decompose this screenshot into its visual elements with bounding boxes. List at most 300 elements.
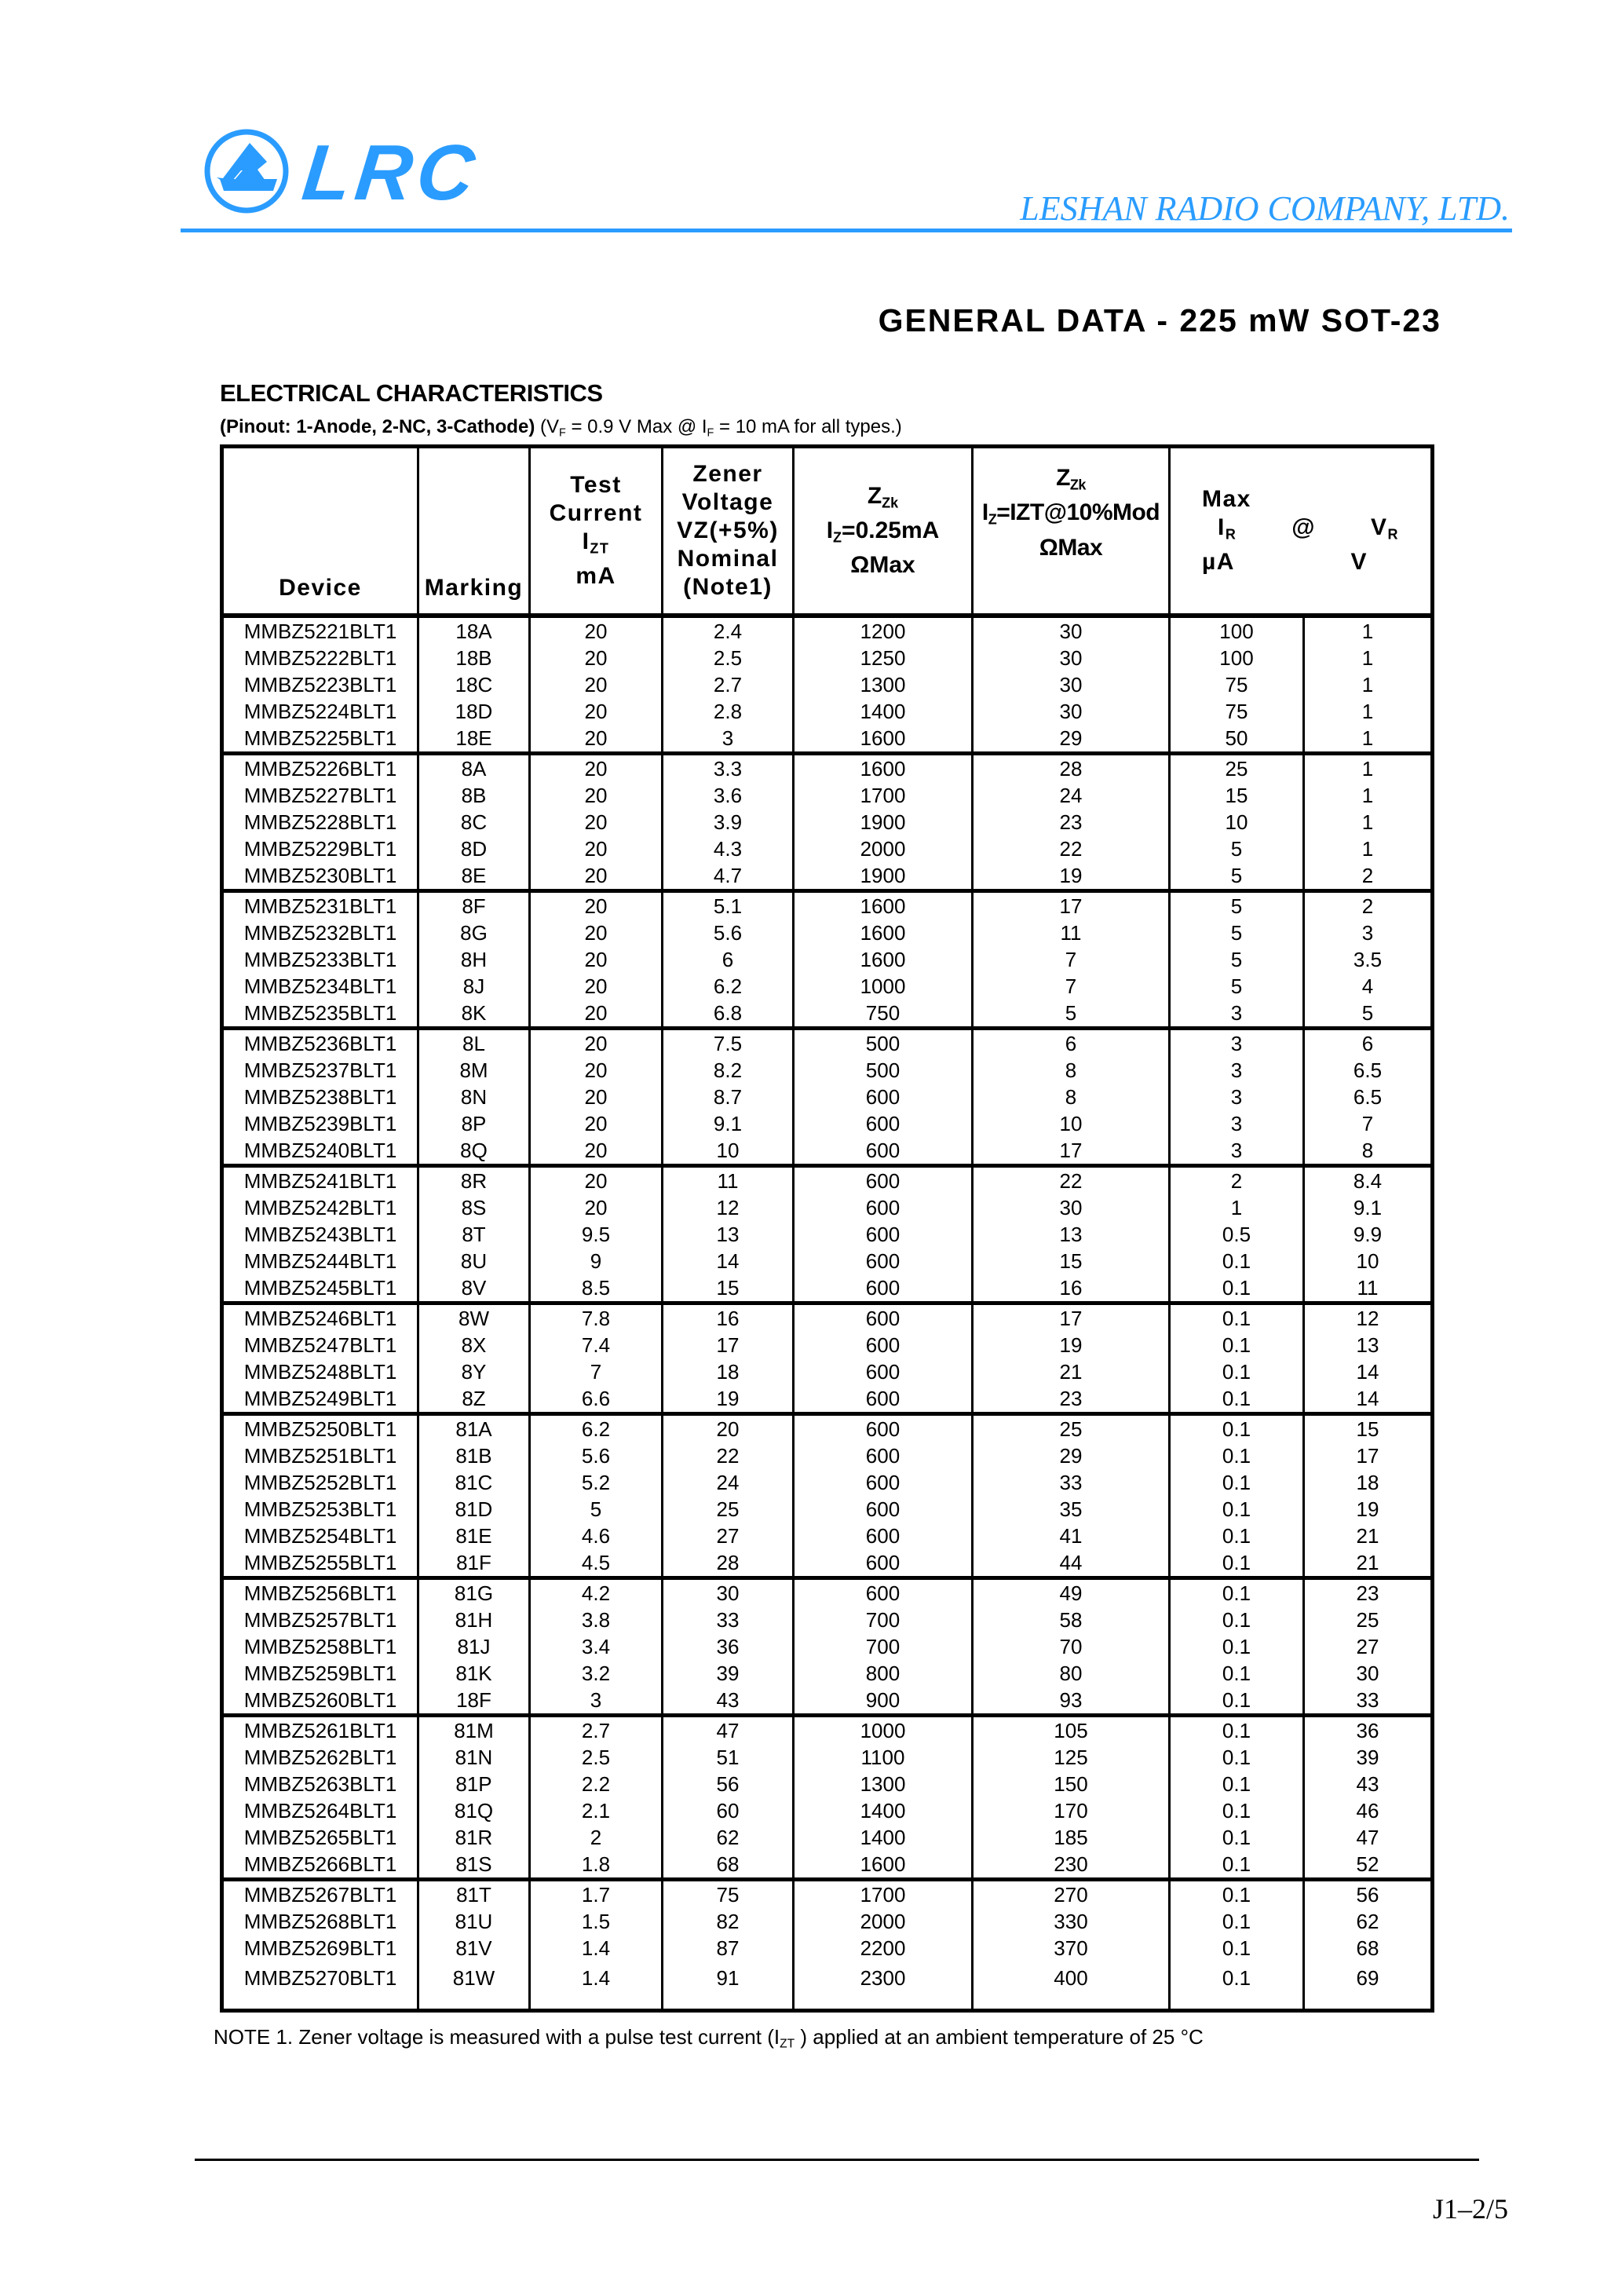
cell-zener-voltage: 3.9: [663, 809, 794, 835]
header-line: ΩMax: [850, 552, 915, 579]
cell-ir-max: 0.1: [1170, 1442, 1304, 1469]
cell-ir-max: 0.1: [1170, 1660, 1304, 1687]
cell-device: MMBZ5236BLT1: [222, 1029, 418, 1058]
cell-zener-voltage: 87: [663, 1935, 794, 1961]
cell-device: MMBZ5250BLT1: [222, 1414, 418, 1443]
cell-marking: 8W: [418, 1303, 530, 1333]
table-row: [222, 1385, 1433, 1414]
cell-ir-max: 0.1: [1170, 1880, 1304, 1909]
cell-ir-max: 0.1: [1170, 1496, 1304, 1523]
cell-device: MMBZ5238BLT1: [222, 1084, 418, 1110]
cell-zzk: 17: [973, 1137, 1170, 1166]
cell-test-current: 20: [530, 1029, 663, 1058]
table-row: [222, 1744, 1433, 1771]
cell-zzt: 1400: [794, 698, 973, 725]
cell-zener-voltage: 27: [663, 1523, 794, 1549]
cell-zener-voltage: 18: [663, 1358, 794, 1385]
cell-marking: 8P: [418, 1110, 530, 1137]
cell-device: MMBZ5255BLT1: [222, 1549, 418, 1578]
cell-device: MMBZ5259BLT1: [222, 1660, 418, 1687]
table-row: [222, 1194, 1433, 1221]
cell-zener-voltage: 68: [663, 1851, 794, 1880]
table-row: [222, 1633, 1433, 1660]
lrc-logo: [203, 126, 485, 216]
cell-zzk: 70: [973, 1633, 1170, 1660]
cell-vr: 9.9: [1304, 1221, 1433, 1248]
cell-marking: 8B: [418, 782, 530, 809]
cell-ir-max: 2: [1170, 1166, 1304, 1195]
cell-vr: 27: [1304, 1633, 1433, 1660]
cell-ir-max: 100: [1170, 645, 1304, 671]
header-line: $I_Z=0.25mA$: [826, 517, 940, 546]
cell-ir-max: 3: [1170, 1057, 1304, 1084]
cell-marking: 8L: [418, 1029, 530, 1058]
cell-vr: 39: [1304, 1744, 1433, 1771]
cell-device: MMBZ5257BLT1: [222, 1607, 418, 1633]
header-line: µA V: [1202, 549, 1368, 576]
cell-zzk: 330: [973, 1908, 1170, 1935]
table-row: [222, 754, 1433, 783]
table-row: [222, 1303, 1433, 1333]
cell-ir-max: 0.1: [1170, 1633, 1304, 1660]
cell-zener-voltage: 7.5: [663, 1029, 794, 1058]
cell-zener-voltage: 2.5: [663, 645, 794, 671]
cell-zzt: 600: [794, 1496, 973, 1523]
cell-vr: 30: [1304, 1660, 1433, 1687]
cell-test-current: 9.5: [530, 1221, 663, 1248]
header-line: (Note1): [683, 574, 773, 600]
cell-ir-max: 0.5: [1170, 1221, 1304, 1248]
cell-zener-voltage: 6: [663, 946, 794, 973]
table-row: [222, 1549, 1433, 1578]
cell-zzk: 28: [973, 754, 1170, 783]
cell-test-current: 5: [530, 1496, 663, 1523]
cell-marking: 81T: [418, 1880, 530, 1909]
cell-test-current: 20: [530, 919, 663, 946]
cell-zzk: 23: [973, 1385, 1170, 1414]
cell-zzt: 600: [794, 1442, 973, 1469]
cell-device: MMBZ5244BLT1: [222, 1248, 418, 1274]
cell-zzt: 1900: [794, 862, 973, 891]
cell-device: MMBZ5261BLT1: [222, 1716, 418, 1745]
header-device: Device: [222, 447, 418, 616]
cell-marking: 8N: [418, 1084, 530, 1110]
cell-device: MMBZ5265BLT1: [222, 1824, 418, 1851]
table-row: [222, 1687, 1433, 1716]
table-row: [222, 1274, 1433, 1303]
table-row: [222, 671, 1433, 698]
cell-marking: 8A: [418, 754, 530, 783]
cell-vr: 9.1: [1304, 1194, 1433, 1221]
cell-zener-voltage: 30: [663, 1578, 794, 1607]
cell-marking: 18B: [418, 645, 530, 671]
cell-zener-voltage: 19: [663, 1385, 794, 1414]
cell-device: MMBZ5222BLT1: [222, 645, 418, 671]
cell-ir-max: 5: [1170, 919, 1304, 946]
cell-zzt: 700: [794, 1607, 973, 1633]
cell-marking: 8V: [418, 1274, 530, 1303]
cell-marking: 81A: [418, 1414, 530, 1443]
cell-vr: 1: [1304, 809, 1433, 835]
cell-zener-voltage: 47: [663, 1716, 794, 1745]
cell-test-current: 20: [530, 946, 663, 973]
cell-marking: 18C: [418, 671, 530, 698]
header-line: mA: [575, 563, 616, 590]
cell-test-current: 20: [530, 616, 663, 645]
pinout-sub: F: [707, 426, 714, 440]
table-row: [222, 1607, 1433, 1633]
cell-zzt: 600: [794, 1084, 973, 1110]
cell-marking: 18A: [418, 616, 530, 645]
cell-zzt: 500: [794, 1057, 973, 1084]
cell-vr: 1: [1304, 671, 1433, 698]
cell-zener-voltage: 91: [663, 1961, 794, 2011]
table-row: [222, 1057, 1433, 1084]
cell-test-current: 20: [530, 782, 663, 809]
cell-marking: 8D: [418, 835, 530, 862]
cell-ir-max: 50: [1170, 725, 1304, 754]
cell-ir-max: 0.1: [1170, 1549, 1304, 1578]
cell-vr: 1: [1304, 835, 1433, 862]
cell-marking: 81R: [418, 1824, 530, 1851]
cell-zzk: 370: [973, 1935, 1170, 1961]
header-line: Voltage: [681, 489, 774, 515]
table-row: [222, 1578, 1433, 1607]
table-row: [222, 1442, 1433, 1469]
cell-device: MMBZ5234BLT1: [222, 973, 418, 1000]
cell-ir-max: 3: [1170, 1029, 1304, 1058]
cell-device: MMBZ5248BLT1: [222, 1358, 418, 1385]
cell-zzt: 600: [794, 1248, 973, 1274]
cell-zzt: 600: [794, 1137, 973, 1166]
cell-vr: 7: [1304, 1110, 1433, 1137]
cell-test-current: 2.7: [530, 1716, 663, 1745]
cell-marking: 8K: [418, 1000, 530, 1029]
cell-ir-max: 3: [1170, 1137, 1304, 1166]
cell-zzt: 900: [794, 1687, 973, 1716]
cell-vr: 10: [1304, 1248, 1433, 1274]
cell-test-current: 9: [530, 1248, 663, 1274]
cell-test-current: 20: [530, 1194, 663, 1221]
cell-zzk: 185: [973, 1824, 1170, 1851]
cell-marking: 8Q: [418, 1137, 530, 1166]
cell-device: MMBZ5224BLT1: [222, 698, 418, 725]
cell-test-current: 7.8: [530, 1303, 663, 1333]
cell-marking: 8S: [418, 1194, 530, 1221]
cell-vr: 17: [1304, 1442, 1433, 1469]
table-row: [222, 1523, 1433, 1549]
cell-vr: 2: [1304, 862, 1433, 891]
cell-zener-voltage: 43: [663, 1687, 794, 1716]
cell-test-current: 1.8: [530, 1851, 663, 1880]
cell-test-current: 20: [530, 1057, 663, 1084]
cell-device: MMBZ5262BLT1: [222, 1744, 418, 1771]
header-line: Nominal: [677, 546, 779, 572]
cell-zzt: 600: [794, 1549, 973, 1578]
cell-zzt: 2000: [794, 1908, 973, 1935]
cell-zzk: 270: [973, 1880, 1170, 1909]
cell-zzt: 600: [794, 1332, 973, 1358]
cell-device: MMBZ5233BLT1: [222, 946, 418, 973]
cell-zzk: 10: [973, 1110, 1170, 1137]
cell-device: MMBZ5268BLT1: [222, 1908, 418, 1935]
cell-marking: 8C: [418, 809, 530, 835]
cell-ir-max: 0.1: [1170, 1908, 1304, 1935]
cell-zzt: 1300: [794, 1771, 973, 1797]
cell-zzk: 13: [973, 1221, 1170, 1248]
cell-ir-max: 3: [1170, 1110, 1304, 1137]
cell-test-current: 20: [530, 973, 663, 1000]
cell-vr: 6.5: [1304, 1057, 1433, 1084]
cell-test-current: 1.4: [530, 1961, 663, 2011]
cell-ir-max: 0.1: [1170, 1274, 1304, 1303]
cell-zzt: 600: [794, 1358, 973, 1385]
footnote-text: NOTE 1. Zener voltage is measured with a pulse test current (I: [214, 2025, 780, 2049]
cell-vr: 25: [1304, 1607, 1433, 1633]
cell-ir-max: 0.1: [1170, 1385, 1304, 1414]
cell-vr: 46: [1304, 1797, 1433, 1824]
table-row: [222, 1797, 1433, 1824]
table-header-row: [222, 447, 1433, 616]
cell-zener-voltage: 3.3: [663, 754, 794, 783]
cell-device: MMBZ5260BLT1: [222, 1687, 418, 1716]
cell-zener-voltage: 62: [663, 1824, 794, 1851]
cell-zzt: 600: [794, 1166, 973, 1195]
cell-test-current: 5.6: [530, 1442, 663, 1469]
header-line: VZ(+5%): [677, 517, 779, 543]
cell-ir-max: 25: [1170, 754, 1304, 783]
cell-test-current: 1.5: [530, 1908, 663, 1935]
cell-ir-max: 100: [1170, 616, 1304, 645]
cell-marking: 8Y: [418, 1358, 530, 1385]
cell-zzt: 600: [794, 1303, 973, 1333]
cell-marking: 18F: [418, 1687, 530, 1716]
cell-vr: 15: [1304, 1414, 1433, 1443]
cell-zzt: 1200: [794, 616, 973, 645]
cell-ir-max: 0.1: [1170, 1358, 1304, 1385]
header-zzt: [794, 447, 973, 616]
cell-ir-max: 75: [1170, 671, 1304, 698]
cell-zzk: 11: [973, 919, 1170, 946]
header-zzk: [973, 447, 1170, 616]
cell-test-current: 20: [530, 891, 663, 920]
table-row: [222, 1137, 1433, 1166]
cell-test-current: 20: [530, 1110, 663, 1137]
cell-zzk: 8: [973, 1057, 1170, 1084]
cell-zener-voltage: 5.6: [663, 919, 794, 946]
table-row: [222, 1166, 1433, 1195]
cell-test-current: 20: [530, 671, 663, 698]
cell-zzt: 1900: [794, 809, 973, 835]
cell-zzk: 33: [973, 1469, 1170, 1496]
cell-marking: 81W: [418, 1961, 530, 2011]
cell-test-current: 20: [530, 1084, 663, 1110]
header-line: $Z_{Zk}$: [1056, 465, 1086, 493]
table-row: [222, 1496, 1433, 1523]
cell-zzt: 1000: [794, 1716, 973, 1745]
cell-test-current: 6.2: [530, 1414, 663, 1443]
cell-device: MMBZ5239BLT1: [222, 1110, 418, 1137]
header-line: Zener: [692, 461, 763, 487]
pinout-note: [220, 416, 902, 439]
table-row: [222, 1716, 1433, 1745]
cell-zener-voltage: 28: [663, 1549, 794, 1578]
cell-test-current: 1.7: [530, 1880, 663, 1909]
cell-marking: 81E: [418, 1523, 530, 1549]
cell-zzk: 30: [973, 671, 1170, 698]
cell-vr: 56: [1304, 1880, 1433, 1909]
cell-zener-voltage: 36: [663, 1633, 794, 1660]
cell-vr: 21: [1304, 1549, 1433, 1578]
page-title: GENERAL DATA - 225 mW SOT-23: [878, 302, 1441, 338]
cell-marking: 8X: [418, 1332, 530, 1358]
cell-device: MMBZ5230BLT1: [222, 862, 418, 891]
cell-test-current: 20: [530, 1000, 663, 1029]
cell-vr: 36: [1304, 1716, 1433, 1745]
table-row: [222, 835, 1433, 862]
header-line: $I_R$ @ $V_R$: [1218, 514, 1399, 543]
cell-zzk: 44: [973, 1549, 1170, 1578]
cell-zener-voltage: 39: [663, 1660, 794, 1687]
cell-ir-max: 5: [1170, 891, 1304, 920]
cell-zzk: 25: [973, 1414, 1170, 1443]
cell-device: MMBZ5231BLT1: [222, 891, 418, 920]
cell-device: MMBZ5228BLT1: [222, 809, 418, 835]
table-row: [222, 1414, 1433, 1443]
cell-device: MMBZ5226BLT1: [222, 754, 418, 783]
cell-marking: 81N: [418, 1744, 530, 1771]
cell-test-current: 20: [530, 754, 663, 783]
cell-test-current: 4.5: [530, 1549, 663, 1578]
table-row: [222, 1771, 1433, 1797]
cell-marking: 81K: [418, 1660, 530, 1687]
cell-zener-voltage: 17: [663, 1332, 794, 1358]
cell-vr: 6.5: [1304, 1084, 1433, 1110]
cell-zener-voltage: 5.1: [663, 891, 794, 920]
pinout-sub: F: [558, 426, 566, 440]
cell-zzt: 700: [794, 1633, 973, 1660]
cell-marking: 81G: [418, 1578, 530, 1607]
cell-ir-max: 15: [1170, 782, 1304, 809]
header-test-current: [530, 447, 663, 616]
cell-ir-max: 0.1: [1170, 1607, 1304, 1633]
table-block: [214, 444, 1438, 2058]
cell-vr: 1: [1304, 754, 1433, 783]
cell-zener-voltage: 82: [663, 1908, 794, 1935]
cell-marking: 81B: [418, 1442, 530, 1469]
cell-marking: 81C: [418, 1469, 530, 1496]
cell-zzk: 22: [973, 835, 1170, 862]
electrical-characteristics-table: [220, 444, 1434, 2013]
table-row: [222, 862, 1433, 891]
cell-test-current: 20: [530, 862, 663, 891]
cell-zener-voltage: 2.4: [663, 616, 794, 645]
header-marking: Marking: [418, 447, 530, 616]
cell-ir-max: 5: [1170, 862, 1304, 891]
table-row: [222, 1880, 1433, 1909]
cell-device: MMBZ5253BLT1: [222, 1496, 418, 1523]
cell-vr: 11: [1304, 1274, 1433, 1303]
cell-ir-max: 5: [1170, 973, 1304, 1000]
cell-marking: 81J: [418, 1633, 530, 1660]
header-line: ΩMax: [1039, 534, 1103, 561]
cell-vr: 47: [1304, 1824, 1433, 1851]
table-row: [222, 1358, 1433, 1385]
cell-test-current: 20: [530, 1166, 663, 1195]
logo-text: LRC: [298, 129, 484, 217]
cell-zzk: 93: [973, 1687, 1170, 1716]
cell-test-current: 6.6: [530, 1385, 663, 1414]
cell-zzt: 600: [794, 1110, 973, 1137]
cell-device: MMBZ5243BLT1: [222, 1221, 418, 1248]
cell-marking: 8H: [418, 946, 530, 973]
cell-marking: 81U: [418, 1908, 530, 1935]
footnote-sub: ZT: [780, 2037, 795, 2051]
cell-test-current: 20: [530, 645, 663, 671]
cell-ir-max: 5: [1170, 946, 1304, 973]
cell-zzk: 30: [973, 698, 1170, 725]
cell-zzk: 35: [973, 1496, 1170, 1523]
cell-device: MMBZ5237BLT1: [222, 1057, 418, 1084]
cell-zzt: 600: [794, 1578, 973, 1607]
cell-test-current: 3.2: [530, 1660, 663, 1687]
cell-marking: 8U: [418, 1248, 530, 1274]
cell-test-current: 20: [530, 809, 663, 835]
cell-vr: 1: [1304, 616, 1433, 645]
cell-marking: 8G: [418, 919, 530, 946]
cell-zener-voltage: 2.8: [663, 698, 794, 725]
cell-zener-voltage: 14: [663, 1248, 794, 1274]
cell-marking: 81M: [418, 1716, 530, 1745]
cell-zzt: 1700: [794, 1880, 973, 1909]
cell-vr: 62: [1304, 1908, 1433, 1935]
cell-zener-voltage: 24: [663, 1469, 794, 1496]
cell-device: MMBZ5264BLT1: [222, 1797, 418, 1824]
cell-vr: 8: [1304, 1137, 1433, 1166]
cell-ir-max: 1: [1170, 1194, 1304, 1221]
cell-zzk: 29: [973, 1442, 1170, 1469]
cell-marking: 18D: [418, 698, 530, 725]
table-row: [222, 891, 1433, 920]
cell-ir-max: 0.1: [1170, 1716, 1304, 1745]
pinout-text: = 10 mA for all types.): [714, 416, 902, 437]
cell-zener-voltage: 4.3: [663, 835, 794, 862]
cell-marking: 81Q: [418, 1797, 530, 1824]
cell-ir-max: 0.1: [1170, 1851, 1304, 1880]
cell-device: MMBZ5240BLT1: [222, 1137, 418, 1166]
cell-device: MMBZ5266BLT1: [222, 1851, 418, 1880]
cell-zzk: 15: [973, 1248, 1170, 1274]
cell-zener-voltage: 15: [663, 1274, 794, 1303]
table-row: [222, 645, 1433, 671]
table-row: [222, 1221, 1433, 1248]
table-row: [222, 1660, 1433, 1687]
cell-test-current: 2.2: [530, 1771, 663, 1797]
cell-test-current: 8.5: [530, 1274, 663, 1303]
table-row: [222, 1029, 1433, 1058]
cell-zzk: 230: [973, 1851, 1170, 1880]
cell-zzt: 750: [794, 1000, 973, 1029]
cell-zzt: 600: [794, 1194, 973, 1221]
cell-vr: 3.5: [1304, 946, 1433, 973]
cell-zzt: 500: [794, 1029, 973, 1058]
cell-ir-max: 0.1: [1170, 1523, 1304, 1549]
cell-zzt: 600: [794, 1274, 973, 1303]
cell-ir-max: 0.1: [1170, 1469, 1304, 1496]
cell-test-current: 2.1: [530, 1797, 663, 1824]
cell-ir-max: 0.1: [1170, 1771, 1304, 1797]
cell-zener-voltage: 6.2: [663, 973, 794, 1000]
